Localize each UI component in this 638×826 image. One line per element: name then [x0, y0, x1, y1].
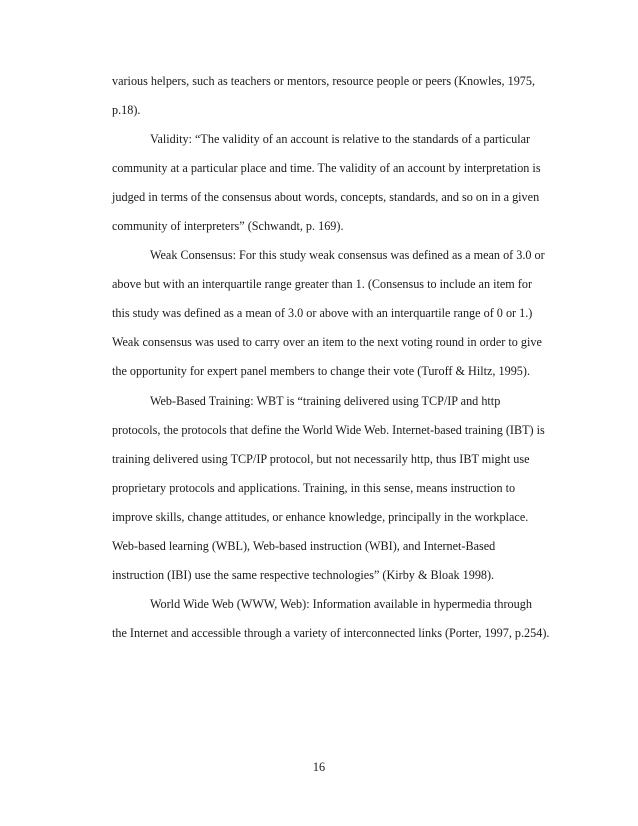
text-line: proprietary protocols and applications. Training, in this sense, means instruction to [112, 480, 516, 495]
body-text [112, 67, 572, 648]
text-line: community of interpreters” (Schwandt, p. 169). [112, 219, 344, 234]
text-line: various helpers, such as teachers or mentors, resource people or peers (Knowles, 1975, [112, 74, 536, 88]
text-line: the Internet and accessible through a variety of interconnected links (Porter, 1997, p.254). [112, 625, 550, 640]
text-line: judged in terms of the consensus about words, concepts, standards, and so on in a given [112, 190, 540, 205]
text-line: improve skills, change attitudes, or enhance knowledge, principally in the workplace. [112, 509, 529, 524]
text-line: above but with an interquartile range greater than 1. (Consensus to include an item for [112, 277, 532, 292]
definition-validity: Validity: “The validity of an account is relative to the standards of a particular [150, 132, 531, 147]
text-line: the opportunity for expert panel members to change their vote (Turoff & Hiltz, 1995). [112, 364, 530, 379]
definition-web-based-training: Web-Based Training: WBT is “training delivered using TCP/IP and http [150, 393, 501, 408]
text-line: instruction (IBI) use the same respective technologies” (Kirby & Bloak 1998). [112, 567, 495, 582]
text-line: Weak consensus was used to carry over an item to the next voting round in order to give [112, 335, 542, 350]
text-line: training delivered using TCP/IP protocol, but not necessarily http, thus IBT might use [112, 451, 530, 466]
text-line: community at a particular place and time. The validity of an account by interpretation is [112, 161, 541, 176]
definition-world-wide-web: World Wide Web (WWW, Web): Information available in hypermedia through [150, 596, 532, 611]
text-line: Web-based learning (WBL), Web-based instruction (WBI), and Internet-Based [112, 538, 496, 553]
text-line: this study was defined as a mean of 3.0 or above with an interquartile range of 0 or 1.) [112, 306, 533, 321]
text-line: protocols, the protocols that define the World Wide Web. Internet-based training (IBT) is [112, 422, 545, 437]
text-line: p.18). [112, 103, 141, 118]
definition-weak-consensus: Weak Consensus: For this study weak consensus was defined as a mean of 3.0 or [150, 248, 545, 263]
page-number: 16 [312, 760, 326, 774]
